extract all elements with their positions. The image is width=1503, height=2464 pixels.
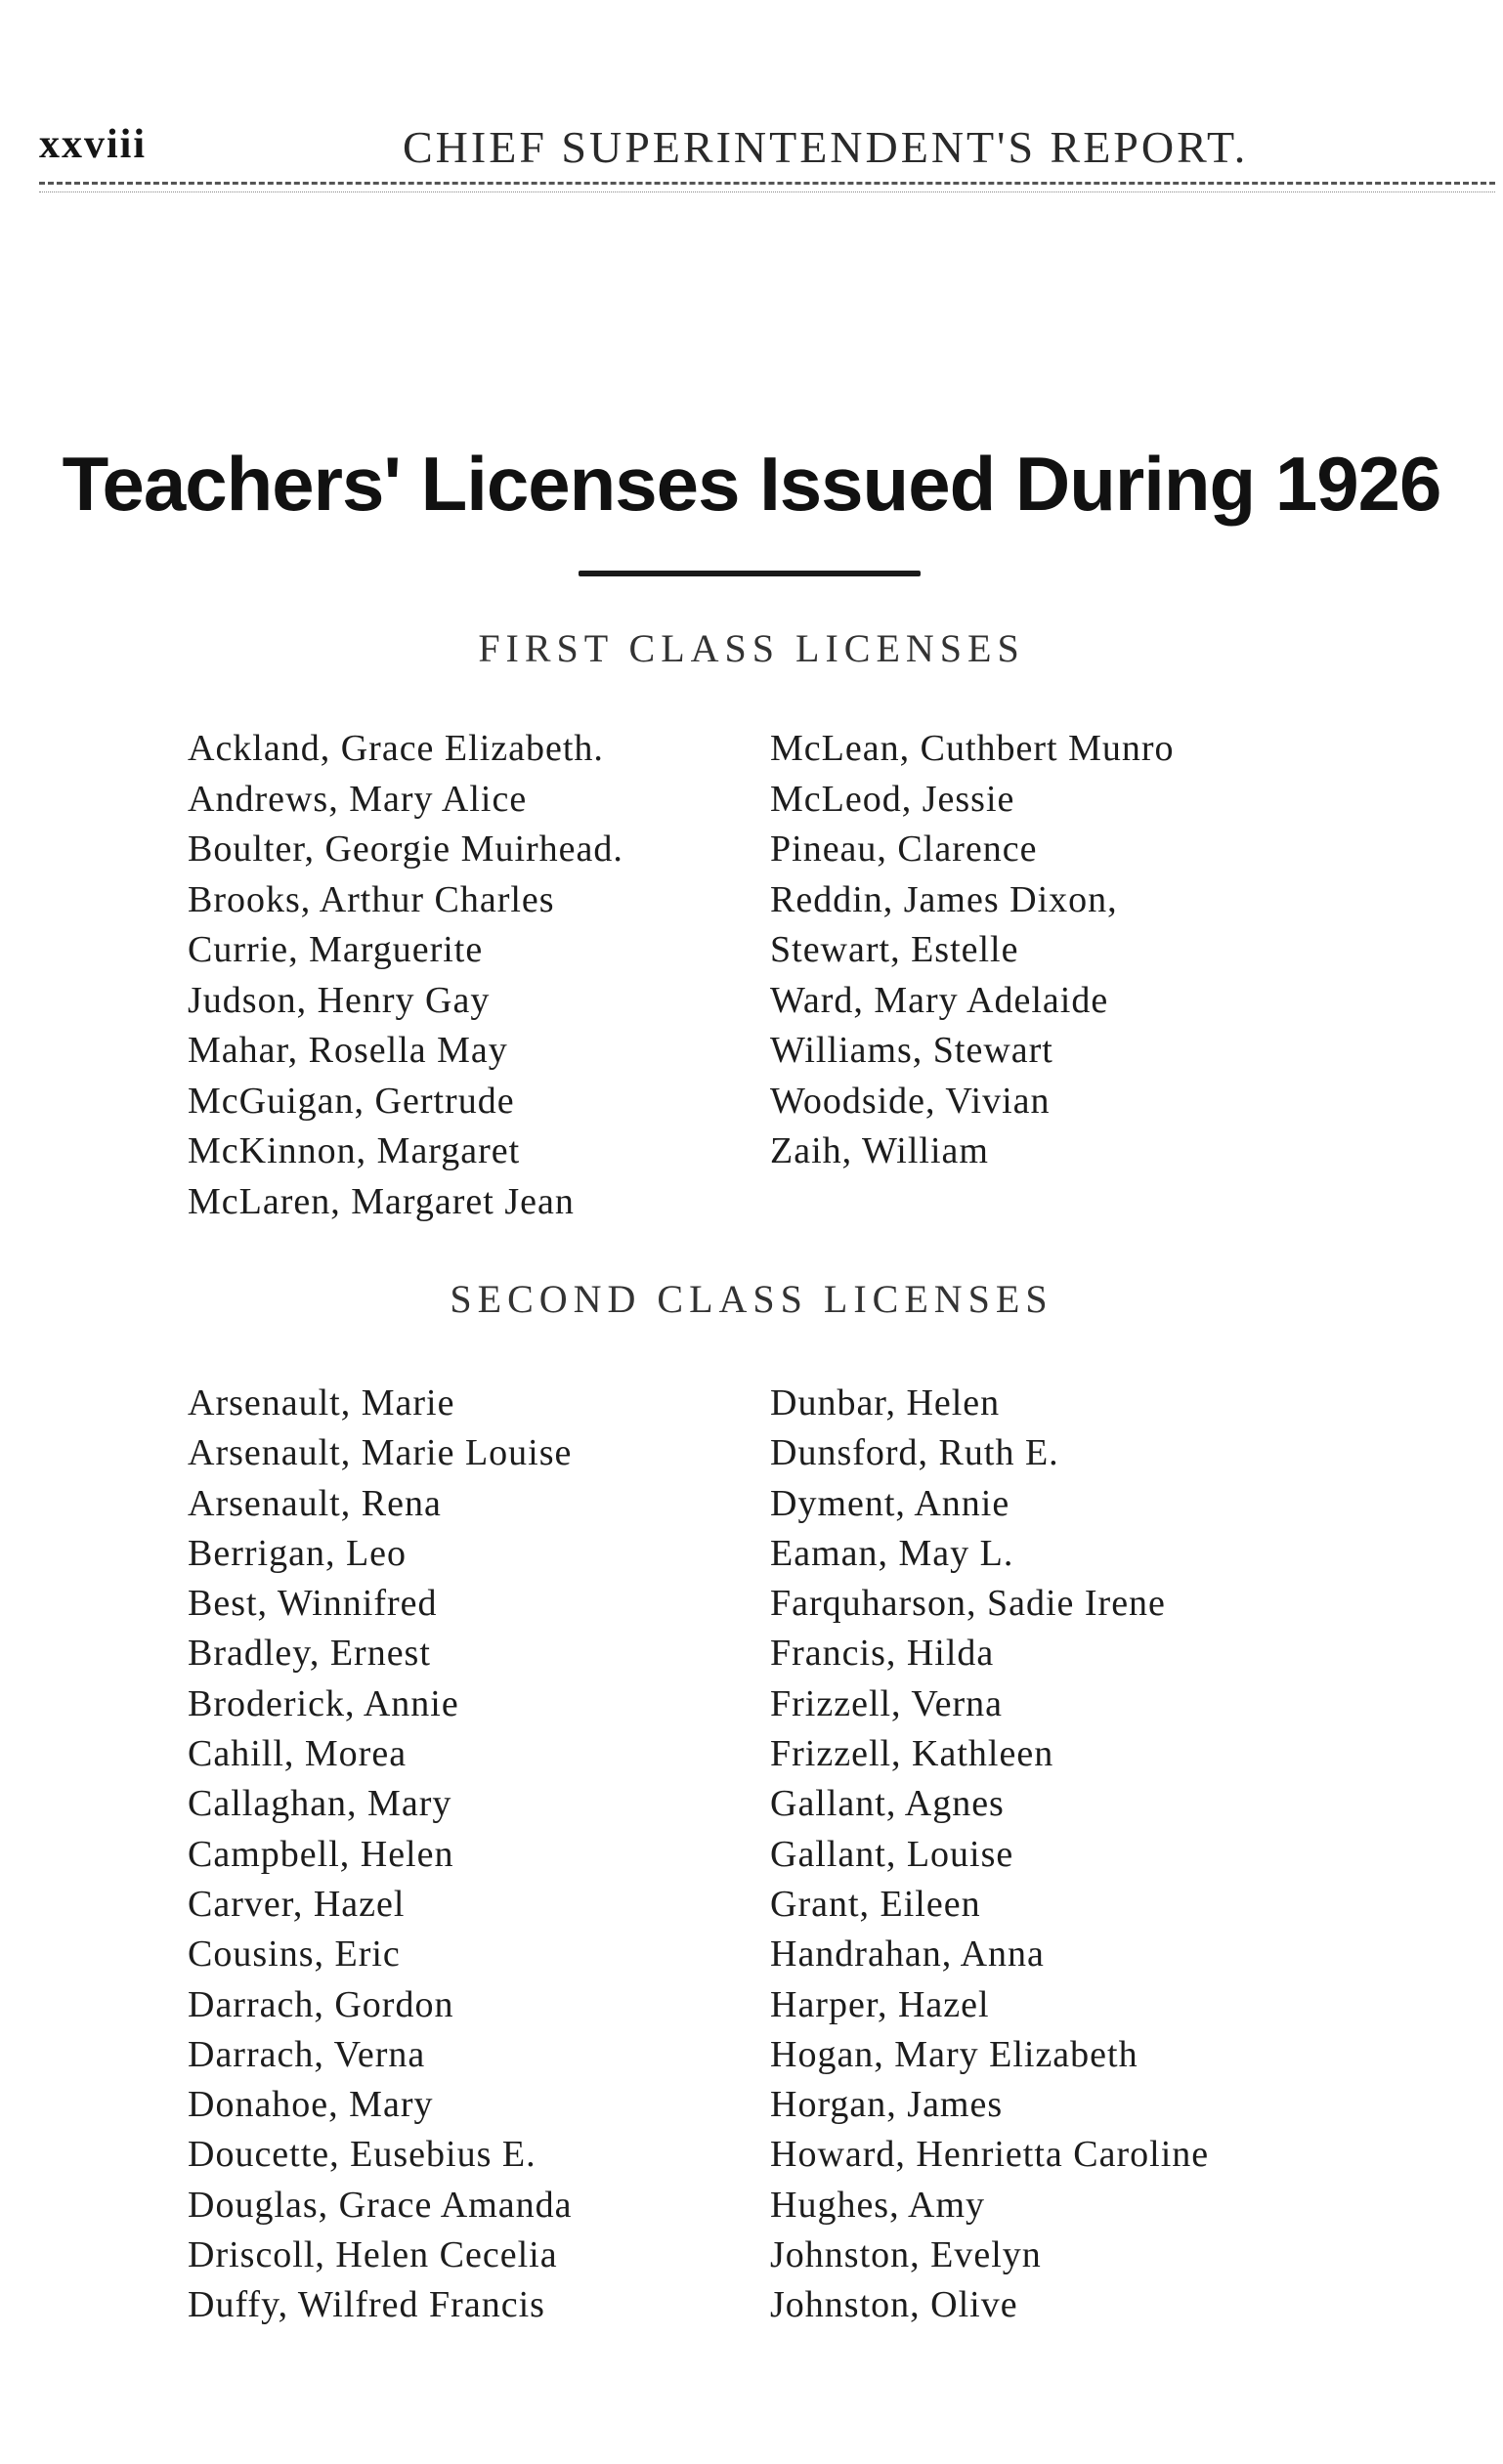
- running-header: [39, 121, 1466, 170]
- first-class-right-column: [770, 724, 1175, 1177]
- first-class-heading: FIRST CLASS LICENSES: [478, 626, 1025, 670]
- document-title: Teachers' Licenses Issued During 1926: [62, 441, 1441, 527]
- licensee-name: Darrach, Verna: [188, 2033, 426, 2075]
- licensee-name: Dunbar, Helen: [770, 1382, 1001, 1423]
- licensee-name: Doucette, Eusebius E.: [188, 2134, 537, 2176]
- licensee-name: Cahill, Morea: [188, 1733, 408, 1775]
- licensee-name: Woodside, Vivian: [770, 1080, 1051, 1122]
- licensee-name: Cousins, Eric: [188, 1933, 401, 1975]
- licensee-name: Horgan, James: [770, 2084, 1004, 2126]
- licensee-name: Harper, Hazel: [770, 1983, 990, 2025]
- licensee-name: Gallant, Agnes: [770, 1783, 1005, 1825]
- licensee-name: Frizzell, Kathleen: [770, 1733, 1054, 1775]
- licensee-name: Arsenault, Marie Louise: [188, 1432, 573, 1474]
- licensee-name: Ackland, Grace Elizabeth.: [188, 728, 604, 769]
- second-class-right-column: [770, 1379, 1209, 2331]
- licensee-name: Driscoll, Helen Cecelia: [188, 2234, 558, 2276]
- licensee-name: Pineau, Clarence: [770, 828, 1038, 870]
- licensee-name: Dyment, Annie: [770, 1482, 1010, 1524]
- licensee-name: McKinnon, Margaret: [188, 1130, 521, 1171]
- licensee-name: Ward, Mary Adelaide: [770, 979, 1109, 1021]
- licensee-name: Handrahan, Anna: [770, 1933, 1045, 1975]
- licensee-name: McLaren, Margaret Jean: [188, 1180, 575, 1222]
- licensee-name: Currie, Marguerite: [188, 929, 484, 970]
- licensee-name: Berrigan, Leo: [188, 1532, 408, 1574]
- licensee-name: Boulter, Georgie Muirhead.: [188, 828, 623, 870]
- licensee-name: Carver, Hazel: [188, 1883, 406, 1925]
- licensee-name: Arsenault, Rena: [188, 1482, 442, 1524]
- report-title: CHIEF SUPERINTENDENT'S REPORT.: [403, 122, 1249, 172]
- licensee-name: McLean, Cuthbert Munro: [770, 728, 1175, 769]
- licensee-name: Farquharson, Sadie Irene: [770, 1583, 1166, 1625]
- licensee-name: Gallant, Louise: [770, 1833, 1014, 1875]
- licensee-name: Andrews, Mary Alice: [188, 778, 528, 820]
- licensee-name: Best, Winnifred: [188, 1583, 438, 1625]
- licensee-name: Williams, Stewart: [770, 1030, 1053, 1071]
- licensee-name: Grant, Eileen: [770, 1883, 981, 1925]
- licensee-name: Bradley, Ernest: [188, 1633, 431, 1675]
- header-rule: [39, 182, 1495, 185]
- title-underline: [579, 571, 921, 576]
- licensee-name: Johnston, Olive: [770, 2284, 1018, 2326]
- licensee-name: Hogan, Mary Elizabeth: [770, 2033, 1138, 2075]
- licensee-name: Douglas, Grace Amanda: [188, 2184, 573, 2226]
- licensee-name: Judson, Henry Gay: [188, 979, 491, 1021]
- licensee-name: Duffy, Wilfred Francis: [188, 2284, 545, 2326]
- licensee-name: Francis, Hilda: [770, 1633, 995, 1675]
- licensee-name: Dunsford, Ruth E.: [770, 1432, 1059, 1474]
- licensee-name: McGuigan, Gertrude: [188, 1080, 515, 1122]
- licensee-name: Darrach, Gordon: [188, 1983, 454, 2025]
- licensee-name: Mahar, Rosella May: [188, 1030, 508, 1071]
- licensee-name: Frizzell, Verna: [770, 1682, 1003, 1724]
- licensee-name: Reddin, James Dixon,: [770, 878, 1118, 920]
- licensee-name: Campbell, Helen: [188, 1833, 454, 1875]
- licensee-name: Johnston, Evelyn: [770, 2234, 1042, 2276]
- second-class-heading: SECOND CLASS LICENSES: [450, 1277, 1053, 1321]
- licensee-name: Hughes, Amy: [770, 2184, 985, 2226]
- page-number: xxviii: [39, 122, 148, 167]
- licensee-name: Eaman, May L.: [770, 1532, 1014, 1574]
- header-rule-secondary: [39, 191, 1495, 192]
- licensee-name: Callaghan, Mary: [188, 1783, 452, 1825]
- licensee-name: Howard, Henrietta Caroline: [770, 2134, 1210, 2176]
- licensee-name: Arsenault, Marie: [188, 1382, 455, 1423]
- first-class-left-column: [188, 724, 623, 1227]
- licensee-name: Zaih, William: [770, 1130, 989, 1171]
- licensee-name: McLeod, Jessie: [770, 778, 1015, 820]
- second-class-left-column: [188, 1379, 573, 2331]
- licensee-name: Brooks, Arthur Charles: [188, 878, 555, 920]
- licensee-name: Donahoe, Mary: [188, 2084, 434, 2126]
- licensee-name: Stewart, Estelle: [770, 929, 1019, 970]
- licensee-name: Broderick, Annie: [188, 1682, 459, 1724]
